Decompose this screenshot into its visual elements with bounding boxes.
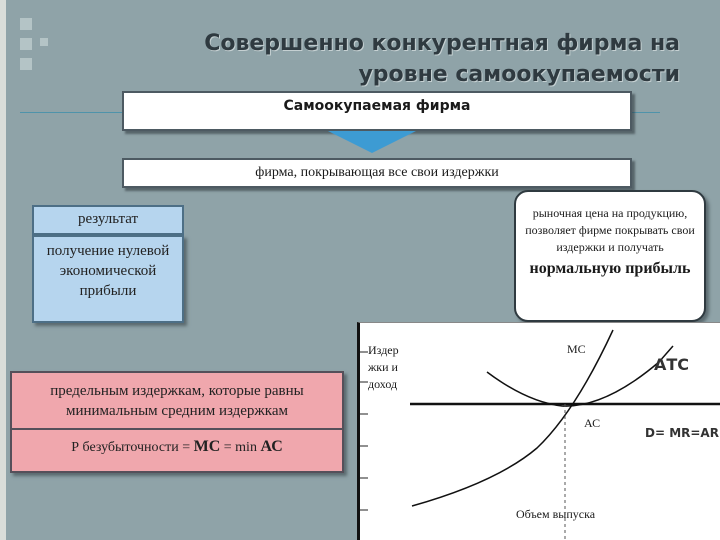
decor-dot [20, 58, 32, 70]
box-definition [122, 158, 632, 188]
result-text: получение нулевой экономической прибыли [46, 243, 170, 299]
atc-curve-label: АТС [654, 355, 690, 374]
ac-point-label: АС [584, 416, 601, 430]
breakeven-divider [12, 428, 342, 430]
formula-prefix: Р безубыточности [71, 440, 179, 455]
graph-ticks [360, 352, 368, 510]
left-strip [0, 0, 6, 540]
slide-title: Совершенно конкурентная фирма на уровне самоокупаемости [204, 31, 680, 87]
demand-line-label: D= MR=AR [645, 426, 719, 440]
decor-dot [40, 38, 48, 46]
market-price-callout [514, 190, 706, 322]
decor-dot [20, 38, 32, 50]
result-label-box [32, 205, 184, 235]
x-axis-label: Объем выпуска [516, 507, 596, 521]
mc-curve-label: МС [567, 342, 586, 356]
y-axis-label: Издер жки и доход [368, 343, 399, 391]
breakeven-box [10, 371, 344, 473]
callout-emphasis: нормальную прибыль [529, 260, 691, 277]
box-self-financing-firm-label: Самоокупаемая фирма [283, 98, 471, 114]
down-arrow-icon [328, 131, 416, 153]
decor-dot [20, 18, 32, 30]
breakeven-formula [12, 438, 342, 456]
formula-eq2: = min [220, 440, 261, 455]
box-self-financing-firm [122, 91, 632, 131]
formula-ac: АС [260, 438, 283, 455]
result-text-box [32, 235, 184, 323]
box-definition-label: фирма, покрывающая все свои издержки [255, 165, 499, 180]
result-label: результат [77, 211, 139, 227]
callout-text: рыночная цена на продукцию, позволяет фирме покрывать свои издержки и получать [525, 206, 695, 254]
breakeven-description: предельным издержкам, которые равны минимальным средним издержкам [50, 383, 304, 419]
formula-mc: МС [193, 438, 221, 455]
formula-eq1: = [178, 440, 194, 455]
